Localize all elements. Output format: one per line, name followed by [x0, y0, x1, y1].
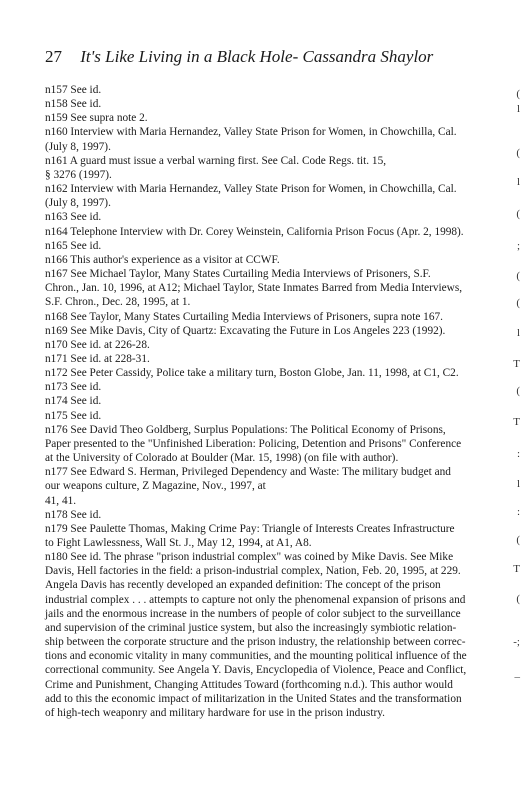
footnote-line: ship between the corporate structure and the prison industry, the relationship between correc-: [45, 636, 466, 649]
footnote-line: n171 See id. at 228-31.: [45, 352, 150, 365]
footnote-line: S.F. Chron., Dec. 28, 1995, at 1.: [45, 296, 191, 309]
footnote: [45, 310, 500, 324]
footnote-line: n172 See Peter Cassidy, Police take a military turn, Boston Globe, Jan. 11, 1998, at C1, C2.: [45, 367, 459, 380]
footnote-line: (July 8, 1997).: [45, 197, 111, 210]
adjacent-page-edge: ( l ( l ( ; ( ( l T ( T : l : ( T ( -; _: [513, 88, 520, 679]
footnote-line: n177 See Edward S. Herman, Privileged Dependency and Waste: The military budget and: [45, 466, 451, 479]
footnote-line: n169 See Mike Davis, City of Quartz: Excavating the Future in Los Angeles 223 (1992).: [45, 324, 446, 337]
footnote-line: to Fight Lawlessness, Wall St. J., May 12, 1994, at A1, A8.: [45, 537, 312, 549]
footnote-line: n175 See id.: [45, 409, 102, 422]
footnote: [45, 83, 500, 97]
footnote-line: n163 See id.: [45, 211, 102, 224]
footnote-line: of high-tech weaponry and military hardware for use in the prison industry.: [45, 706, 385, 719]
footnote-line: Chron., Jan. 10, 1996, at A12; Michael Taylor, State Inmates Barred from Media Interviews,: [45, 282, 463, 295]
footnote: [45, 550, 500, 720]
footnote: [45, 338, 500, 352]
footnote-line: tions and economic vitality in many communities, and the mounting political influence of the: [45, 650, 467, 663]
footnote-line: Angela Davis has recently developed an expanded definition: The concept of the prison: [45, 579, 441, 592]
footnote: [45, 465, 500, 507]
footnote-line: Crime and Punishment, Changing Attitudes Toward (forthcoming n.d.). This author would: [45, 678, 453, 691]
footnote-line: n165 See id.: [45, 239, 102, 252]
footnote: [45, 423, 500, 465]
footnote-line: n166 This author's experience as a visitor at CCWF.: [45, 253, 280, 266]
footnote-line: n164 Telephone Interview with Dr. Corey Weinstein, California Prison Focus (Apr. 2, 1998).: [45, 225, 464, 238]
footnote: [45, 210, 500, 224]
footnote-line: n174 See id.: [45, 395, 102, 408]
footnote-line: n159 See supra note 2.: [45, 112, 148, 125]
footnote: [45, 253, 500, 267]
footnote: [45, 97, 500, 111]
footnote: [45, 182, 500, 210]
footnote: [45, 366, 500, 380]
footnote: [45, 508, 500, 522]
footnote-line: at the University of Colorado at Boulder (Mar. 15, 1998) (on file with author).: [45, 452, 399, 465]
footnote-line: industrial complex . . . attempts to capture not only the phenomenal expansion of prisons and: [45, 593, 466, 606]
footnote: [45, 111, 500, 125]
footnote-line: § 3276 (1997).: [45, 168, 112, 181]
footnote-line: our weapons culture, Z Magazine, Nov., 1997, at: [45, 480, 266, 493]
footnote-line: add to this the economic impact of militarization in the United States and the transformation: [45, 692, 462, 705]
footnote-line: n167 See Michael Taylor, Many States Curtailing Media Interviews of Prisoners, S.F.: [45, 268, 431, 281]
footnote: [45, 154, 500, 182]
footnote-line: n158 See id.: [45, 98, 102, 111]
running-title: It's Like Living in a Black Hole- Cassandra Shaylor: [80, 47, 434, 66]
footnote-line: and supervision of the criminal justice system, but also the increasingly symbiotic relation-: [45, 621, 457, 634]
page-header: [45, 47, 433, 67]
footnote: [45, 125, 500, 153]
footnote: [45, 225, 500, 239]
footnote-line: n180 See id. The phrase "prison industrial complex" was coined by Mike Davis. See Mike: [45, 551, 454, 564]
footnote-line: n170 See id. at 226-28.: [45, 338, 150, 351]
footnote-line: Davis, Hell factories in the field: a prison-industrial complex, Nation, Feb. 20, 1995, at 229.: [45, 565, 461, 578]
footnote: [45, 352, 500, 366]
footnote: [45, 380, 500, 394]
footnote-line: n179 See Paulette Thomas, Making Crime Pay: Triangle of Interests Creates Infrastructure: [45, 522, 455, 535]
footnote-line: n173 See id.: [45, 381, 102, 394]
footnote: [45, 267, 500, 309]
footnote-line: n162 Interview with Maria Hernandez, Valley State Prison for Women, in Chowchilla, Cal.: [45, 183, 457, 196]
page-number: 27: [45, 47, 62, 66]
footnote-line: n157 See id.: [45, 84, 102, 96]
footnote-line: jails and the enormous increase in the numbers of people of color subject to the surveillance: [45, 607, 461, 620]
footnote-line: 41, 41.: [45, 494, 77, 507]
footnote-line: n161 A guard must issue a verbal warning first. See Cal. Code Regs. tit. 15,: [45, 154, 387, 167]
footnote: [45, 522, 500, 550]
footnote: [45, 409, 500, 423]
footnote: [45, 394, 500, 408]
footnote-line: n176 See David Theo Goldberg, Surplus Populations: The Political Economy of Prisons,: [45, 423, 446, 436]
footnote: [45, 239, 500, 253]
footnote-line: correctional community. See Angela Y. Davis, Encyclopedia of Violence, Peace and Conflict,: [45, 664, 467, 677]
footnote-line: Paper presented to the "Unfinished Liberation: Policing, Detention and Prisons" Conference: [45, 437, 462, 450]
footnote-line: n160 Interview with Maria Hernandez, Valley State Prison for Women, in Chowchilla, Cal.: [45, 126, 457, 139]
footnote-line: n178 See id.: [45, 508, 102, 521]
footnote: [45, 324, 500, 338]
footnote-line: n168 See Taylor, Many States Curtailing Media Interviews of Prisoners, supra note 167.: [45, 310, 443, 323]
footnotes-list: [45, 83, 500, 720]
footnote-line: (July 8, 1997).: [45, 140, 111, 153]
